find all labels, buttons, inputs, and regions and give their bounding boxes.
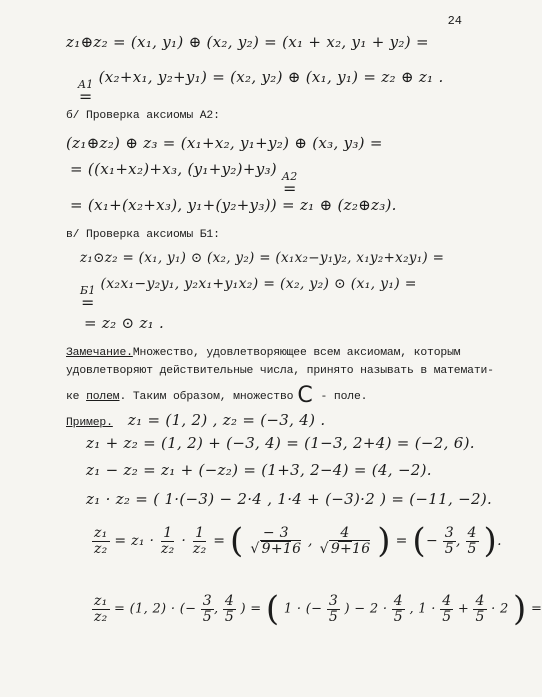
axiom-a2-line-2-text: = ((x₁+x₂)+x₃, (y₁+y₂)+y₃) bbox=[70, 160, 277, 178]
product-line: z₁ · z₂ = ( 1·(−3) − 2·4 , 1·4 + (−3)·2 ) = (−11, −2). bbox=[86, 490, 493, 508]
axiom-a1-label: A1 bbox=[78, 78, 94, 91]
check-a2-heading: б/ Проверка аксиомы А2: bbox=[66, 110, 220, 122]
axiom-b1-line-2-text: (x₂x₁−y₂y₁, y₂x₁+y₁x₂) = (x₂, y₂) ⊙ (x₁, y₁) = bbox=[100, 276, 417, 292]
remark-line-1 bbox=[66, 347, 484, 359]
fraction-minus3-over-root: $\frac{- 3}{√ 9+16}$ bbox=[250, 524, 302, 557]
remark-text-3c: - поле. bbox=[320, 391, 368, 403]
fraction-4-over-root: $\frac{4}{√ 9+16}$ bbox=[319, 524, 371, 557]
sum-line: z₁ + z₂ = (1, 2) + (−3, 4) = (1−3, 2+4) = (−2, 6). bbox=[86, 434, 475, 452]
example-definition: z₁ = (1, 2) , z₂ = (−3, 4) . bbox=[127, 411, 326, 429]
axiom-a1-equals-label: A1 = bbox=[78, 78, 94, 106]
axiom-b1-line-1: z₁⊙z₂ = (x₁, y₁) ⊙ (x₂, y₂) = (x₁x₂−y₁y₂, x₁y₂+x₂y₁) = bbox=[80, 250, 445, 266]
remark-line-2: удовлетворяют действительные числа, принято называть в математи- bbox=[66, 365, 494, 377]
remark-line-3 bbox=[66, 383, 484, 408]
axiom-a2-line-2 bbox=[70, 160, 484, 196]
axiom-b1-equals-label: Б1 = bbox=[80, 284, 96, 312]
fraction-one-over-z2-repeat: $\frac{1}{\text{z₂}}$ bbox=[192, 524, 207, 557]
axiom-b1-line-3: = z₂ ⊙ z₁ . bbox=[84, 314, 165, 332]
remark-text-3a: ке bbox=[66, 391, 87, 403]
remark-text-3b: . Таким образом, множество bbox=[119, 391, 294, 403]
axiom-a2-line-1: (z₁⊕z₂) ⊕ z₃ = (x₁+x₂, y₁+y₂) ⊕ (x₃, y₃) = bbox=[66, 134, 383, 152]
remark-word: Замечание. bbox=[66, 347, 133, 359]
fraction-3-over-5: $\frac{3}{5}$ bbox=[444, 524, 454, 557]
check-b1-heading: в/ Проверка аксиомы Б1: bbox=[66, 229, 220, 241]
remark-text-1: Множество, удовлетворяющее всем аксиомам, которым bbox=[132, 347, 461, 359]
example-line bbox=[66, 410, 484, 429]
axiom-b1-line-2 bbox=[80, 276, 484, 310]
quotient-fraction-z1-z2: $\frac{\text{z₁}}{\text{z₂}}$ bbox=[94, 524, 108, 557]
complex-set-symbol: C bbox=[297, 383, 313, 408]
fraction-4-over-5-c: $\frac{4}{5}$ bbox=[393, 592, 403, 625]
page-number: 24 bbox=[447, 14, 462, 28]
fraction-4-over-5-b: $\frac{4}{5}$ bbox=[224, 592, 235, 625]
axiom-a2-label: A2 bbox=[282, 170, 298, 183]
fraction-4-over-5-e: $\frac{4}{5}$ bbox=[475, 592, 485, 625]
fraction-4-over-5-d: $\frac{4}{5}$ bbox=[442, 592, 452, 625]
axiom-a1-line-2 bbox=[78, 68, 484, 104]
difference-line: z₁ − z₂ = z₁ + (−z₂) = (1+3, 2−4) = (4, −2). bbox=[86, 461, 432, 479]
fraction-4-over-5: $\frac{4}{5}$ bbox=[467, 524, 477, 557]
quotient-fraction-z1-z2-second: $\frac{\text{z₁}}{\text{z₂}}$ bbox=[94, 592, 108, 625]
fraction-3-over-5-b: $\frac{3}{5}$ bbox=[202, 592, 212, 625]
axiom-a2-line-3: = (x₁+(x₂+x₃), y₁+(y₂+y₃)) = z₁ ⊕ (z₂⊕z₃). bbox=[70, 196, 397, 214]
quotient-line-1: $\frac{\text{z₁}}{\text{z₂}}$ = z₁ · $\frac{1}{\text{z₂}}$ · $\frac{1}{\text{z₂}}$ = ( $\frac{- 3}{√ 9+16}$ , $\frac{4}{√ 9+16}$ ) = (− $\frac{3}{5}$ , $\frac{4}{5}$ ). bbox=[94, 521, 502, 561]
fraction-one-over-z2: $\frac{1}{\text{z₂}}$ bbox=[161, 524, 175, 557]
axiom-a2-equals-label: A2 = bbox=[282, 170, 298, 198]
axiom-a1-line-2-text: (x₂+x₁, y₂+y₁) = (x₂, y₂) ⊕ (x₁, y₁) = z₂ ⊕ z₁ . bbox=[98, 68, 444, 86]
example-word: Пример. bbox=[66, 417, 113, 429]
quotient-line-2: $\frac{\text{z₁}}{\text{z₂}}$ = (1, 2) · (− $\frac{3}{5}$ , $\frac{4}{5}$ ) = ( 1 · (− $\frac{3}{5}$ ) − 2 · $\frac{4}{5}$ , 1 · $\frac{4}{5}$ + $\frac{4}{5}$ · 2 ) = bbox=[94, 589, 542, 629]
axiom-b1-label: Б1 bbox=[80, 284, 96, 297]
axiom-a1-line-1: z₁⊕z₂ = (x₁, y₁) ⊕ (x₂, y₂) = (x₁ + x₂, y₁ + y₂) = bbox=[66, 33, 429, 51]
remark-field-word: полем bbox=[86, 391, 120, 403]
fraction-3-over-5-c: $\frac{3}{5}$ bbox=[328, 592, 339, 625]
